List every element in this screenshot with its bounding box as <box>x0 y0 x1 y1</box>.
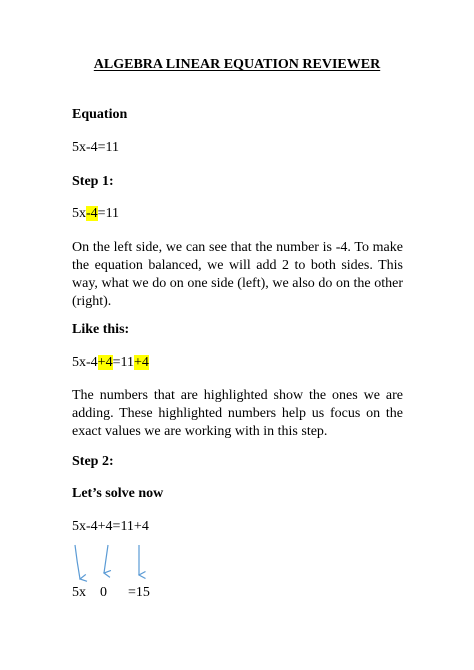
highlight-explanation: The numbers that are highlighted show the ones we are adding. These highlighted numbers help us focus on the exact values we are working with in this step. <box>72 388 403 439</box>
arrow-down-icon <box>104 545 108 573</box>
document-title: ALGEBRA LINEAR EQUATION REVIEWER <box>93 57 381 72</box>
like-eq-part1: 5x-4 <box>72 355 98 370</box>
result-term-15: =15 <box>128 585 150 600</box>
result-term-zero: 0 <box>100 585 107 600</box>
step1-eq-before: 5x <box>72 206 86 221</box>
like-eq-highlight2: +4 <box>133 355 149 370</box>
result-term-5x: 5x <box>72 585 86 600</box>
step1-eq-after: =11 <box>97 206 120 221</box>
equation-text: 5x-4=11 <box>72 140 120 155</box>
like-eq-highlight1: +4 <box>97 355 113 370</box>
step1-heading: Step 1: <box>72 174 114 189</box>
like-eq-part2: =11 <box>112 355 134 370</box>
like-this-heading: Like this: <box>72 322 130 337</box>
step1-explanation: On the left side, we can see that the number is -4. To make the equation balanced, we will add 2 to both sides. This way, what we do on one side (left), we also do on the other (right). <box>72 240 403 309</box>
like-this-equation <box>72 355 149 371</box>
equation-heading: Equation <box>72 107 128 122</box>
solve-equation: 5x-4+4=11+4 <box>72 519 149 534</box>
solve-heading: Let’s solve now <box>72 486 164 501</box>
step1-equation <box>72 206 119 222</box>
arrow-down-icon <box>75 545 80 579</box>
step2-heading: Step 2: <box>72 454 114 469</box>
step1-eq-highlight: -4 <box>86 206 98 221</box>
